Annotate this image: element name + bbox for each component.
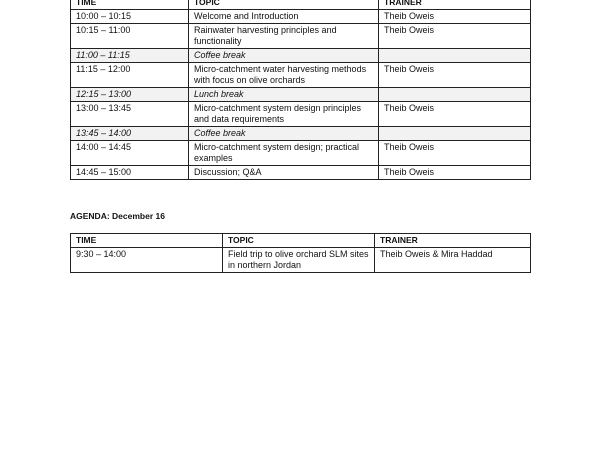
agenda-table-body xyxy=(71,248,531,273)
table-header-row xyxy=(71,0,531,10)
table-row xyxy=(71,141,531,166)
break-row xyxy=(71,88,531,102)
time-cell: 14:00 – 14:45 xyxy=(71,141,189,166)
topic-cell: Field trip to olive orchard SLM sites in northern Jordan xyxy=(223,248,375,273)
time-cell: 11:00 – 11:15 xyxy=(71,49,189,63)
time-cell: 10:15 – 11:00 xyxy=(71,24,189,49)
time-cell: 12:15 – 13:00 xyxy=(71,88,189,102)
trainer-cell: Theib Oweis xyxy=(379,63,531,88)
table-header-row xyxy=(71,234,531,248)
break-row xyxy=(71,49,531,63)
topic-cell: Coffee break xyxy=(189,49,379,63)
table-row xyxy=(71,102,531,127)
break-row xyxy=(71,127,531,141)
topic-cell: Rainwater harvesting principles and functionality xyxy=(189,24,379,49)
time-cell: 9:30 – 14:00 xyxy=(71,248,223,273)
topic-cell: Micro-catchment system design; practical examples xyxy=(189,141,379,166)
table-row xyxy=(71,248,531,273)
time-cell: 13:00 – 13:45 xyxy=(71,102,189,127)
column-header-time: TIME xyxy=(71,0,189,10)
column-header-topic: TOPIC xyxy=(189,0,379,10)
topic-cell: Lunch break xyxy=(189,88,379,102)
agenda-table-body xyxy=(71,10,531,180)
topic-cell: Micro-catchment system design principles and data requirements xyxy=(189,102,379,127)
time-cell: 11:15 – 12:00 xyxy=(71,63,189,88)
column-header-topic: TOPIC xyxy=(223,234,375,248)
table-row xyxy=(71,166,531,180)
trainer-cell: Theib Oweis xyxy=(379,141,531,166)
table-row xyxy=(71,63,531,88)
trainer-cell xyxy=(379,88,531,102)
time-cell: 14:45 – 15:00 xyxy=(71,166,189,180)
table-row xyxy=(71,24,531,49)
column-header-trainer: TRAINER xyxy=(379,0,531,10)
trainer-cell xyxy=(379,49,531,63)
time-cell: 13:45 – 14:00 xyxy=(71,127,189,141)
agenda-table-day-2 xyxy=(70,233,531,273)
trainer-cell: Theib Oweis xyxy=(379,102,531,127)
topic-cell: Micro-catchment water harvesting methods with focus on olive orchards xyxy=(189,63,379,88)
trainer-cell xyxy=(379,127,531,141)
column-header-trainer: TRAINER xyxy=(375,234,531,248)
topic-cell: Welcome and Introduction xyxy=(189,10,379,24)
trainer-cell: Theib Oweis xyxy=(379,10,531,24)
trainer-cell: Theib Oweis & Mira Haddad xyxy=(375,248,531,273)
topic-cell: Coffee break xyxy=(189,127,379,141)
trainer-cell: Theib Oweis xyxy=(379,166,531,180)
time-cell: 10:00 – 10:15 xyxy=(71,10,189,24)
table-row xyxy=(71,10,531,24)
agenda-table-day-1 xyxy=(70,0,531,180)
topic-cell: Discussion; Q&A xyxy=(189,166,379,180)
column-header-time: TIME xyxy=(71,234,223,248)
agenda-heading-december-16: AGENDA: December 16 xyxy=(70,211,165,221)
trainer-cell: Theib Oweis xyxy=(379,24,531,49)
